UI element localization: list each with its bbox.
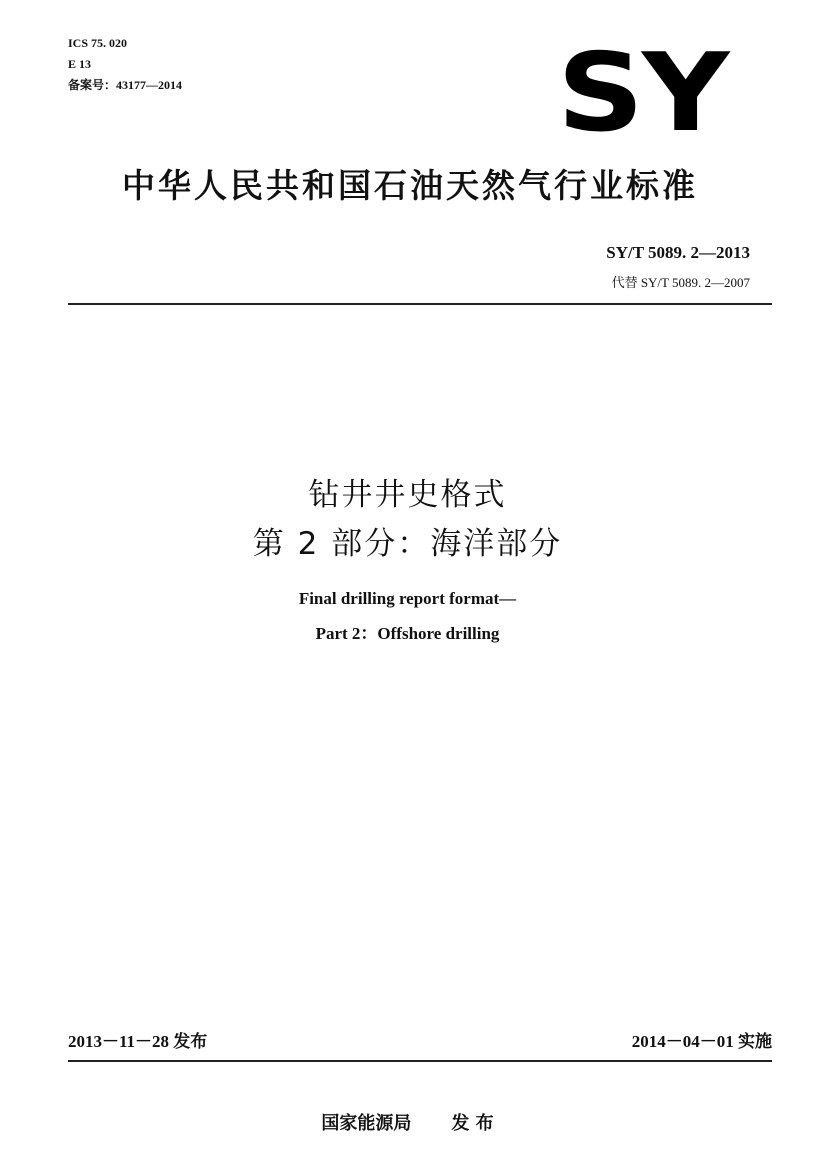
chinese-title-line-1: 钻井井史格式 (308, 477, 507, 513)
ics-code: ICS 75. 020 (68, 36, 128, 50)
top-divider (68, 303, 772, 305)
chinese-title-line-2: 第 2 部分：海洋部分 (252, 526, 563, 562)
standard-number: SY/T 5089. 2—2013 (606, 243, 750, 262)
document-metadata (68, 33, 182, 96)
bottom-divider (68, 1060, 772, 1062)
issuer-name: 国家能源局 (321, 1113, 412, 1134)
implementation-date: 2014－04－01 实施 (631, 1032, 772, 1051)
issuing-authority (0, 1109, 815, 1135)
issuer-action: 发 布 (451, 1113, 494, 1134)
industry-standard-title: 中华人民共和国石油天然气行业标准 (122, 166, 698, 205)
category-code: E 13 (68, 57, 92, 71)
replaces-standard: 代替 SY/T 5089. 2—2007 (611, 275, 750, 290)
record-number: 备案号：43177—2014 (68, 78, 183, 92)
issue-date: 2013－11－28 发布 (68, 1032, 208, 1051)
english-title-line-2: Part 2：Offshore drilling (315, 624, 500, 643)
sy-logo: SY (557, 31, 728, 156)
english-title-line-1: Final drilling report format— (298, 589, 517, 608)
